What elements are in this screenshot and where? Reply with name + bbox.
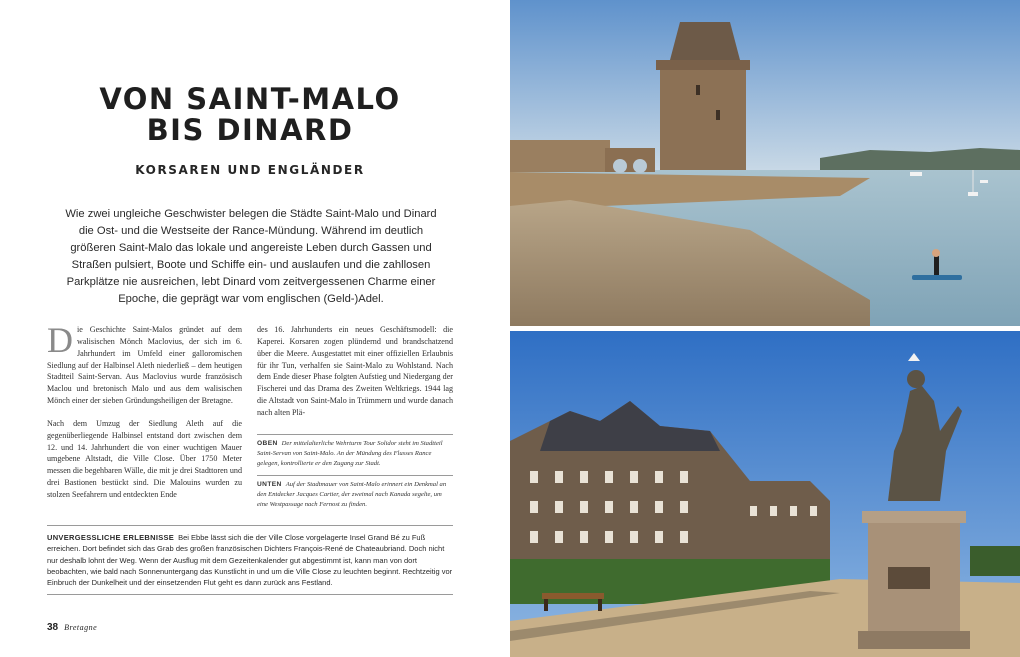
harbour-wall	[510, 140, 610, 172]
page-subtitle: KORSAREN UND ENGLÄNDER	[135, 163, 365, 177]
photo-tour-solidor	[510, 0, 1020, 326]
caption-bottom	[257, 480, 453, 511]
tower-window	[716, 110, 720, 120]
tower-roof	[670, 22, 740, 60]
page-footer	[47, 622, 97, 633]
highlights-box-label: UNVERGESSLICHE ERLEBNISSE	[47, 533, 175, 542]
arch-1	[613, 159, 627, 173]
section-name: Bretagne	[64, 623, 98, 632]
page-number: 38	[47, 622, 59, 633]
photo-jacques-cartier-statue	[510, 331, 1020, 657]
right-page	[510, 0, 1020, 657]
page-title	[0, 84, 500, 146]
highlights-box-text: Bei Ebbe lässt sich die der Ville Close vorgelagerte Insel Grand Bé zu Fuß erreichen. Dort befindet sich das Grab des großen französischen Dichters François-René de Chateaubriand. Doch nicht nur deshalb lohnt der Weg. Wenn der Ausflug mit dem Gezeitenkalender gut abgestimmt ist, kann man von dort beobachten, wie bald nach Sonnenuntergang das Kunstlicht in und um die Ville Close zu leuchten beginnt. Rechtzeitig vor Einbruch der Dunkelheit und der einsetzenden Flut geht es dann zurück ans Festland.	[47, 533, 453, 588]
body-paragraph-2: Nach dem Umzug der Siedlung Aleth auf die gegenüberliegende Halbinsel entstand dort zwischen dem 12. und 14. Jahrhundert die von einer wuchtigen Mauer umgebene Altstadt, die Ville Close. Über 1750 Meter messen die begehbaren Wälle, die mit je drei Stadttoren und drei Bastionen bestückt sind. Die Malouins wurden zu stolzen Seefahrern und entdeckten Ende	[47, 418, 242, 499]
body-paragraph-1-text: ie Geschichte Saint-Malos gründet auf dem walisischen Mönch Maclovius, der sich im 6. Jahrhundert im Umfeld einer galloromischen Siedlung auf der Halbinsel Aleth niederließ – dem heutigen Stadtteil Saint-Servan. Aus Maclovius wurde französisch Maclou und bretonisch Malo und aus dem walisischen Mönch einer der sieben Gründungsheiligen der Bretagne.	[47, 325, 242, 406]
caption-divider	[257, 475, 453, 476]
tower-body	[660, 60, 746, 170]
tour-solidor-illustration	[510, 0, 1020, 326]
bridge-arches	[605, 148, 655, 172]
photo-captions	[257, 434, 453, 510]
body-column-1	[47, 320, 242, 501]
body-paragraph-3: des 16. Jahrhunderts ein neues Geschäftsmodell: die Kaperei. Korsaren zogen plündernd und brandschatzend über die Meere. Ausgestattet mit einer offiziellen Erlaubnis für ihr Tun, verhalfen sie Saint-Malo zu Wohlstand. Nach dem Ende dieser Phase folgten Aufstieg und Niedergang der Fischerei und das Drama des Zweiten Weltkriegs. 1944 lag die Altstadt von Saint-Malo in Trümmern und wurde danach nach alten Plä-	[257, 325, 453, 417]
tower-window	[696, 85, 700, 95]
highlights-box	[47, 525, 453, 595]
intro-paragraph: Wie zwei ungleiche Geschwister belegen die Städte Saint-Malo und Dinard die Ost- und die Westseite der Rance-Mündung. Während im deutlich größeren Saint-Malo das lokale und angereiste Leben durch Gassen und Straßen pulsiert, Boote und Schiffe ein- und auslaufen und die zahllosen Parkplätze nie ausreichen, lebt Dinard vom zeitvergessenen Charme einer Epoche, die geprägt war vom englischen (Geld-)Adel.	[65, 208, 437, 305]
caption-top-label: OBEN	[257, 440, 278, 447]
caption-bottom-label: UNTEN	[257, 480, 282, 488]
arch-2	[633, 159, 647, 173]
caption-top-text: Der mittelalterliche Wehrturm Tour Solidor steht im Stadtteil Saint-Servan von Saint-Malo. An der Mündung des Flusses Rance gelegen, kontrollierte er den Zugang zur Stadt.	[257, 440, 443, 468]
caption-top	[257, 439, 453, 470]
distant-trees	[970, 546, 1020, 576]
body-paragraph-1	[47, 320, 242, 407]
tower-battlement	[656, 60, 750, 70]
drop-cap: D	[47, 320, 73, 360]
title-line-1: VON SAINT-MALO	[99, 82, 401, 116]
title-line-2: BIS DINARD	[146, 113, 354, 147]
caption-bottom-text: Auf der Stadtmauer von Saint-Malo erinnert ein Denkmal an den Entdecker Jacques Cartier, der zweimal nach Kanada segelte, um eine Westpassage nach Fernost zu finden.	[257, 480, 447, 509]
body-column-2	[257, 324, 453, 419]
jacques-cartier-illustration	[510, 331, 1020, 657]
